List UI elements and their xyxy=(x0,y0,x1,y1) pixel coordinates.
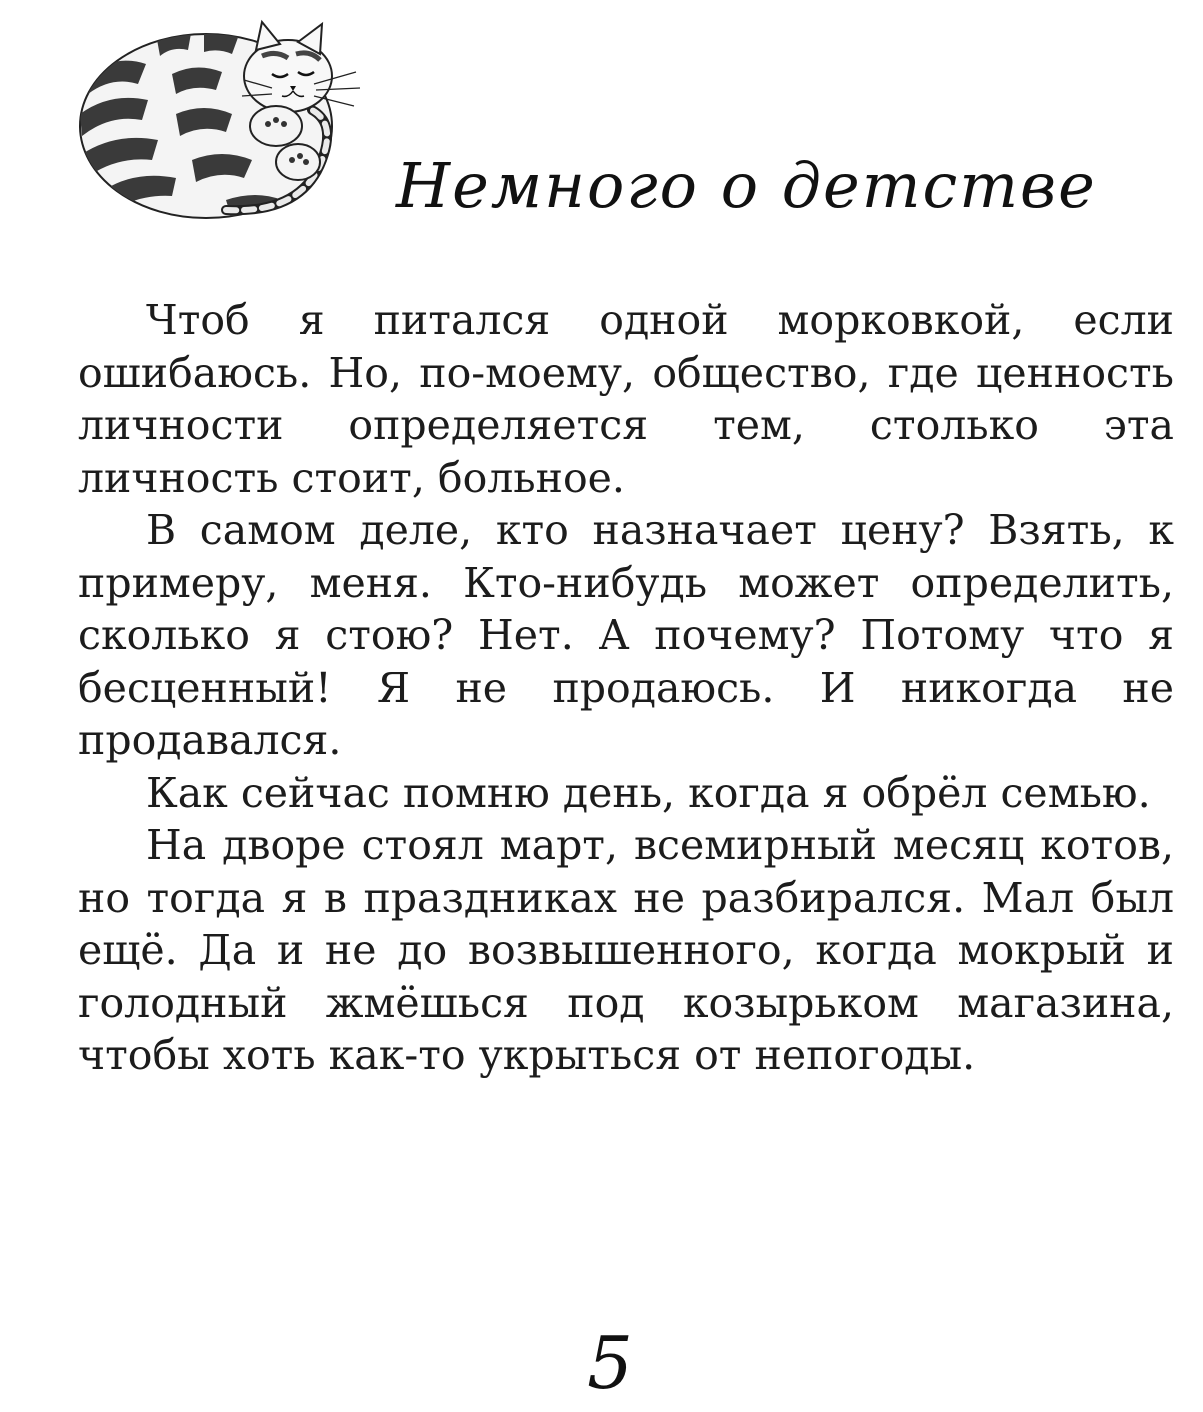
chapter-title: Немного о детстве xyxy=(396,149,1097,222)
page-number: 5 xyxy=(587,1321,633,1405)
paragraph-4: На дворе стоял март, всемирный месяц котов, но тогда я в праздниках не разбирался. Мал был ещё. Да и не до возвышенного, когда мокрый и голодный жмёшься под козырьком магазина, чтобы хоть как-то укрыться от непогоды. xyxy=(78,821,1174,1079)
sleeping-striped-cat-icon xyxy=(76,14,366,224)
paragraph-1: Чтоб я питался одной морковкой, если ошибаюсь. Но, по-моему, общество, где ценность личности определяется тем, столько эта личность стоит, больное. xyxy=(78,296,1174,502)
body-text xyxy=(78,294,1174,1082)
paragraph-2: В самом деле, кто назначает цену? Взять, к примеру, меня. Кто-нибудь может определить, сколько я стою? Нет. А почему? Потому что я бесценный! Я не продаюсь. И никогда не продавался. xyxy=(78,506,1174,764)
paragraph-3: Как сейчас помню день, когда я обрёл семью. xyxy=(146,768,1151,817)
